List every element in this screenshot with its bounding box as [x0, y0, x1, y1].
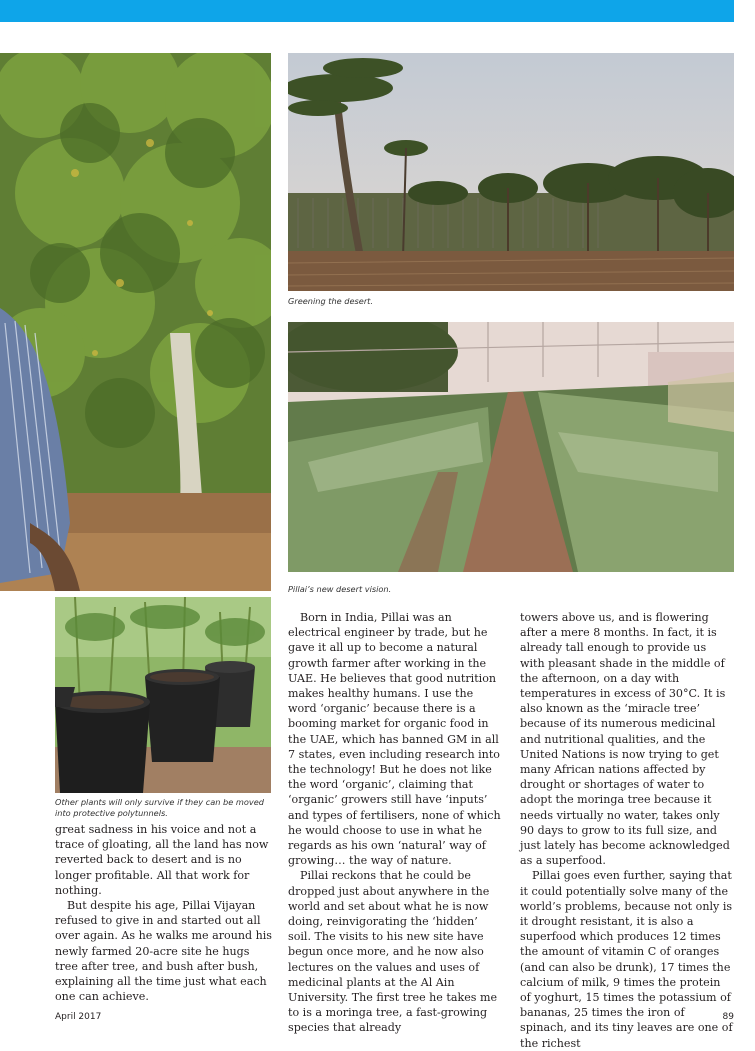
text-column-3	[520, 610, 734, 1051]
header-bar	[0, 0, 734, 22]
tunnel-photo-caption: Pillai’s new desert vision.	[288, 584, 392, 594]
paragraph: great sadness in his voice and not a trace of gloating, all the land has now reverted back to desert and is no longer profitable. All that work for nothing.	[55, 823, 269, 897]
issue-date: April 2017	[55, 1012, 102, 1022]
paragraph: Pillai goes even further, saying that it could potentially solve many of the world’s problems, because not only is it drought resistant, it is also a superfood which produces 12 times the amount of vitamin C of oranges (and can also be drunk), 17 times the calcium of milk, 9 times the protein of yoghurt, 15 times the potassium of bananas, 25 times the iron of spinach, and its tiny leaves are one of the richest	[520, 869, 733, 1050]
moringa-tree-photo	[0, 53, 271, 591]
pots-photo-caption-line2: into protective polytunnels.	[55, 808, 168, 818]
pots-photo-caption-line1: Other plants will only survive if they can be moved	[55, 797, 264, 807]
paragraph: towers above us, and is flowering after a mere 8 months. In fact, it is already tall enough to provide us with pleasant shade in the middle of the afternoon, on a day with temperatures in excess of 30°C. It is also known as the ‘miracle tree’ because of its numerous medicinal and nutritional qualities, and the United Nations is now trying to get many African nations affected by drought or shortages of water to adopt the moringa tree because it needs virtually no water, takes only 90 days to grow to its full size, and just lately has become acknowledged as a superfood.	[520, 611, 730, 868]
paragraph: Pillai reckons that he could be dropped just about anywhere in the world and set about what he is now doing, reinvigorating the ‘hidden’ soil. The visits to his new site have begun once more, and he now also lectures on the values and uses of medicinal plants at the Al Ain University. The first tree he takes me to is a moringa tree, a fast-growing species that already	[288, 869, 498, 1035]
desert-plantation-photo	[288, 53, 734, 291]
polytunnel-photo	[288, 322, 734, 572]
desert-photo-caption: Greening the desert.	[288, 296, 373, 306]
text-column-2	[288, 610, 501, 1036]
potted-plants-photo	[55, 597, 271, 793]
paragraph: Born in India, Pillai was an electrical engineer by trade, but he gave it all up to become a natural growth farmer after working in the UAE. He believes that good nutrition makes healthy humans. I use the word ‘organic’ because there is a booming market for organic food in the UAE, which has banned GM in all 7 states, even including research into the technology! But he does not like the word ‘organic’, claiming that ‘organic’ growers still have ‘inputs’ and types of fertilisers, none of which he would choose to use in what he regards as his own ‘natural’ way of growing… the way of nature.	[288, 611, 501, 868]
text-column-1	[55, 822, 273, 1004]
page-number: 89	[722, 1012, 734, 1022]
paragraph: But despite his age, Pillai Vijayan refused to give in and started out all over again. As he walks me around his newly farmed 20-acre site he hugs tree after tree, and bush after bush, explaining all the time just what each one can achieve.	[55, 899, 272, 1004]
